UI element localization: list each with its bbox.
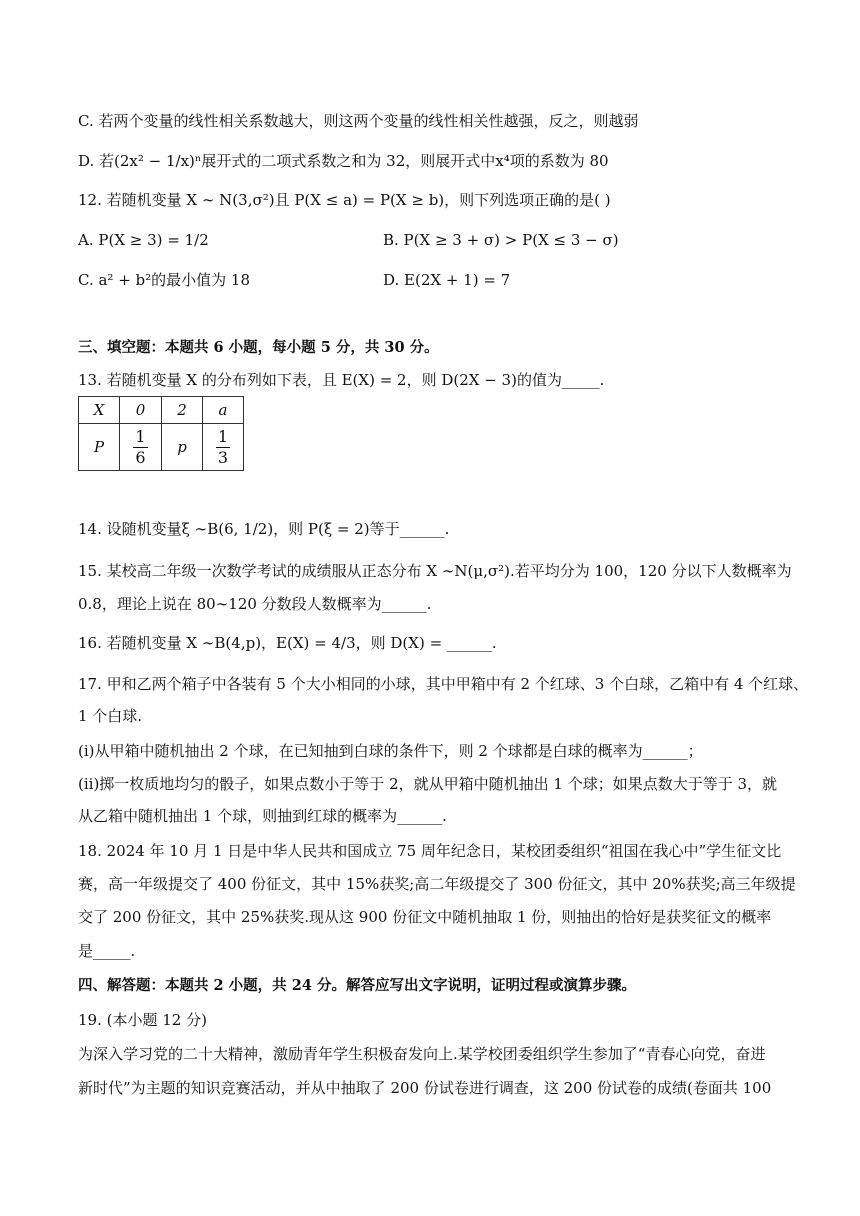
question-16: 16. 若随机变量 X ∼B(4,p)，E(X) = 4/3，则 D(X) = ______. bbox=[78, 634, 497, 652]
question-17: 17. 甲和乙两个箱子中各装有 5 个大小相同的小球，其中甲箱中有 2 个红球、3 个白球，乙箱中有 4 个红球、 bbox=[78, 675, 809, 693]
table-cell: P bbox=[79, 424, 120, 471]
question-19-text: 新时代”为主题的知识竞赛活动，并从中抽取了 200 份试卷进行调查，这 200 份试卷的成绩(卷面共 100 bbox=[78, 1079, 772, 1097]
distribution-table bbox=[78, 396, 244, 471]
option-b-q12: B. P(X ≥ 3 + σ) > P(X ≤ 3 − σ) bbox=[383, 231, 619, 249]
option-c-q11: C. 若两个变量的线性相关系数越大，则这两个变量的线性相关性越强，反之，则越弱 bbox=[78, 112, 639, 130]
question-18-cont: 赛，高一年级提交了 400 份征文，其中 15%获奖;高二年级提交了 300 份征文，其中 20%获奖;高三年级提 bbox=[78, 875, 796, 893]
question-15: 15. 某校高二年级一次数学考试的成绩服从正态分布 X ∼N(μ,σ²).若平均分为 100，120 分以下人数概率为 bbox=[78, 562, 792, 580]
question-13: 13. 若随机变量 X 的分布列如下表，且 E(X) = 2，则 D(2X − 3)的值为_____. bbox=[78, 371, 605, 389]
option-d-q11: D. 若(2x² − 1/x)ⁿ展开式的二项式系数之和为 32，则展开式中x⁴项的系数为 80 bbox=[78, 152, 609, 170]
table-cell: 0 bbox=[120, 397, 162, 424]
table-row bbox=[79, 397, 244, 424]
section-4-heading: 四、解答题：本题共 2 小题，共 24 分。解答应写出文字说明，证明过程或演算步骤。 bbox=[78, 977, 636, 994]
fraction: $\frac{1}{6}$ bbox=[135, 426, 146, 467]
question-15-cont: 0.8，理论上说在 80∼120 分数段人数概率为______. bbox=[78, 595, 432, 613]
option-c-q12: C. a² + b²的最小值为 18 bbox=[78, 271, 251, 289]
question-18: 18. 2024 年 10 月 1 日是中华人民共和国成立 75 周年纪念日，某校团委组织“祖国在我心中”学生征文比 bbox=[78, 842, 782, 860]
question-14: 14. 设随机变量ξ ∼B(6, 1/2)，则 P(ξ = 2)等于______. bbox=[78, 520, 450, 538]
table-cell bbox=[203, 424, 244, 471]
table-cell bbox=[120, 424, 162, 471]
question-17-part-ii: (ⅱ)掷一枚质地均匀的骰子，如果点数小于等于 2，就从甲箱中随机抽出 1 个球；如果点数大于等于 3，就 bbox=[78, 775, 778, 793]
question-17-part-ii-cont: 从乙箱中随机抽出 1 个球，则抽到红球的概率为______. bbox=[78, 807, 447, 825]
question-19-text: 为深入学习党的二十大精神，激励青年学生积极奋发向上.某学校团委组织学生参加了“青春心向党，奋进 bbox=[78, 1045, 766, 1063]
option-d-q12: D. E(2X + 1) = 7 bbox=[383, 271, 511, 289]
question-12: 12. 若随机变量 X ∼ N(3,σ²)且 P(X ≤ a) = P(X ≥ b)，则下列选项正确的是( ) bbox=[78, 191, 611, 209]
table-cell: p bbox=[162, 424, 203, 471]
fraction: $\frac{1}{3}$ bbox=[217, 426, 229, 467]
question-19-title: 19. (本小题 12 分) bbox=[78, 1011, 207, 1029]
question-17-cont: 1 个白球. bbox=[78, 707, 143, 725]
question-17-part-i: (ⅰ)从甲箱中随机抽出 2 个球，在已知抽到白球的条件下，则 2 个球都是白球的概率为______； bbox=[78, 742, 703, 760]
option-a-q12: A. P(X ≥ 3) = 1/2 bbox=[78, 231, 209, 249]
table-cell: 2 bbox=[162, 397, 203, 424]
question-18-cont: 交了 200 份征文，其中 25%获奖.现从这 900 份征文中随机抽取 1 份，则抽出的恰好是获奖征文的概率 bbox=[78, 908, 772, 926]
table-row bbox=[79, 424, 244, 471]
table-cell: a bbox=[203, 397, 244, 424]
question-18-cont: 是_____. bbox=[78, 942, 136, 960]
section-3-heading: 三、填空题：本题共 6 小题，每小题 5 分，共 30 分。 bbox=[78, 339, 439, 356]
table-cell: X bbox=[79, 397, 120, 424]
